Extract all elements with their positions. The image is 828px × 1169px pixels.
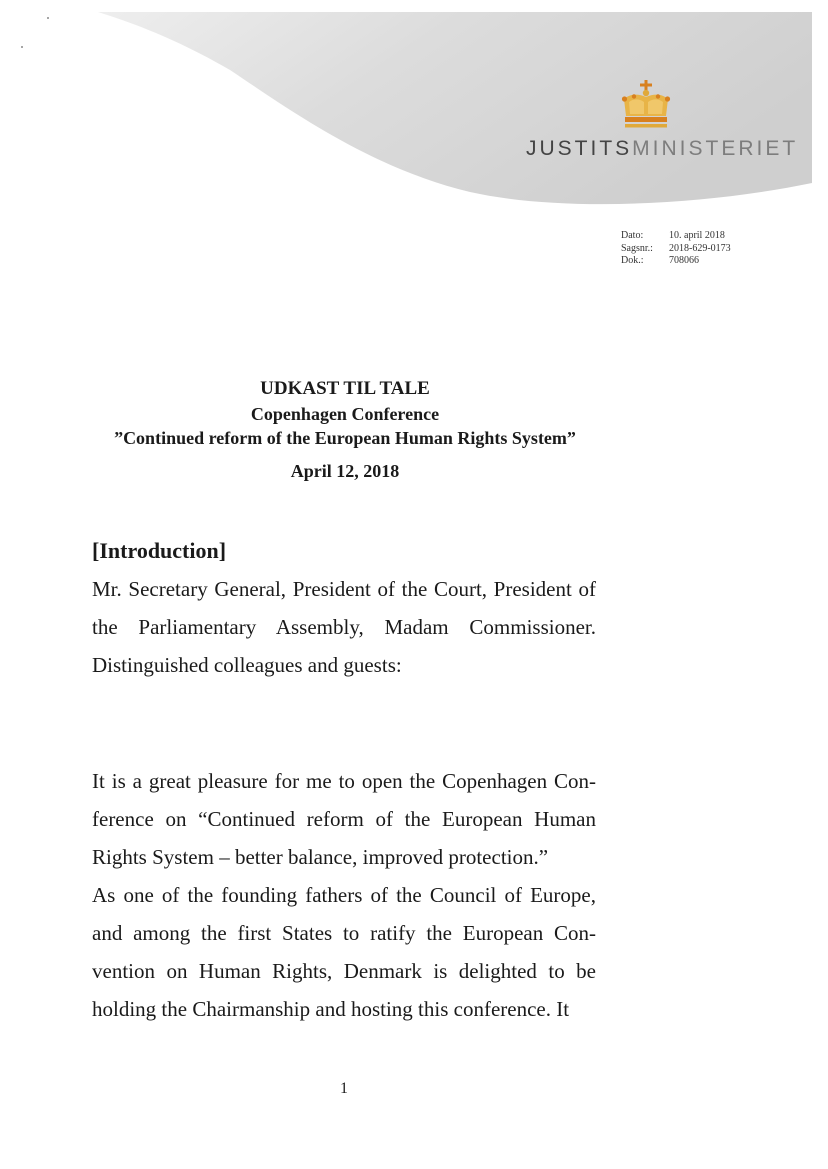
meta-row-date: [621, 230, 731, 243]
document-metadata: [621, 230, 731, 268]
meta-row-case-number: [621, 243, 731, 256]
page-number: 1: [340, 1080, 348, 1097]
meta-value: 2018-629-0173: [669, 242, 731, 254]
scan-speck: [47, 17, 49, 19]
meta-label: Dok.:: [621, 255, 644, 266]
meta-value: 708066: [669, 255, 699, 266]
body-paragraph: It is a great pleasure for me to open the Copenhagen Con-ference on “Continued reform of the European Human Rights System – better balance, improved protection.”: [92, 769, 596, 869]
crown-logo-icon: [620, 80, 672, 130]
ministry-wordmark: [526, 137, 798, 161]
meta-value: 10. april 2018: [669, 230, 725, 241]
body-paragraph: As one of the founding fathers of the Council of Europe, and among the first States to ratify the European Con-vention on Human Rights, Denmark is delighted to be holding the Chairmanship and hosting this conference. It: [92, 883, 596, 1021]
section-heading: [Introduction]: [92, 538, 227, 563]
speech-title-block: [80, 379, 610, 481]
body-paragraph: Mr. Secretary General, President of the Court, President of the Parliamentary Assembly, Madam Commissioner. Distinguished colleagues and guests:: [92, 577, 596, 677]
conference-name: Copenhagen Conference: [250, 404, 440, 424]
meta-row-document-number: [621, 255, 731, 268]
speech-date: April 12, 2018: [290, 461, 400, 481]
wordmark-part-justits: JUSTITS: [526, 137, 633, 160]
scan-speck: [21, 46, 23, 48]
speech-title: UDKAST TIL TALE: [260, 378, 430, 399]
wordmark-part-ministeriet: MINISTERIET: [632, 137, 799, 160]
meta-label: Dato:: [621, 230, 644, 241]
meta-label: Sagsnr.:: [621, 242, 653, 254]
header-swoosh-graphic: [0, 0, 828, 230]
conference-theme: ”Continued reform of the European Human Rights System”: [114, 428, 576, 448]
